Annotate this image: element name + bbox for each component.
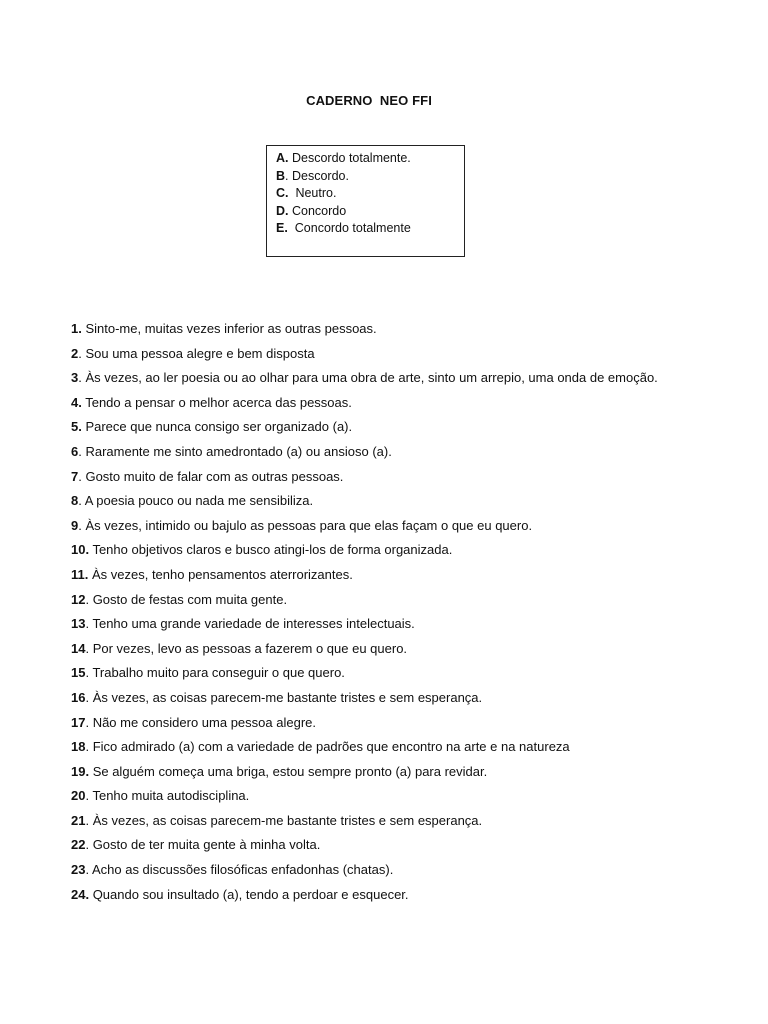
question-item	[71, 784, 711, 809]
question-item	[71, 440, 711, 465]
question-number: 9	[71, 517, 79, 533]
question-number: 7	[71, 468, 79, 484]
question-item	[71, 366, 711, 391]
question-number: 10.	[71, 542, 90, 558]
question-text: . Gosto de ter muita gente à minha volta.	[85, 837, 321, 853]
question-number: 4.	[71, 394, 82, 410]
question-text: Se alguém começa uma briga, estou sempre pronto (a) para revidar.	[89, 763, 488, 779]
question-number: 18	[71, 739, 86, 755]
question-item	[71, 661, 711, 686]
legend-key: B	[276, 168, 286, 183]
legend-option-c	[276, 185, 464, 203]
legend-text: Concordo	[288, 203, 347, 218]
question-item	[71, 514, 711, 539]
question-item	[71, 391, 711, 416]
question-text: Tendo a pensar o melhor acerca das pessoas.	[81, 394, 352, 410]
question-text: . Trabalho muito para conseguir o que quero.	[85, 665, 345, 681]
question-item	[71, 612, 711, 637]
question-number: 16	[71, 689, 86, 705]
question-text: . Às vezes, as coisas parecem-me bastante tristes e sem esperança.	[85, 689, 483, 705]
legend-text: Neutro.	[288, 186, 337, 200]
question-item	[71, 883, 711, 908]
question-item	[71, 686, 711, 711]
answer-legend-box	[266, 145, 465, 257]
question-text: . Às vezes, ao ler poesia ou ao olhar para uma obra de arte, sinto um arrepio, uma onda de emoção.	[78, 370, 658, 386]
question-item	[71, 588, 711, 613]
question-number: 19.	[71, 763, 90, 779]
question-list	[71, 317, 711, 907]
question-item	[71, 858, 711, 883]
question-number: 14	[71, 640, 86, 656]
question-text: Quando sou insultado (a), tendo a perdoar e esquecer.	[89, 886, 409, 902]
question-number: 17	[71, 714, 86, 730]
legend-option-a	[276, 150, 464, 168]
legend-option-b	[276, 168, 464, 186]
legend-key: E.	[276, 221, 288, 235]
legend-text: . Descordo.	[285, 168, 349, 183]
question-number: 12	[71, 591, 86, 607]
question-number: 22	[71, 837, 86, 853]
question-number: 24.	[71, 886, 90, 902]
question-text: Às vezes, tenho pensamentos aterrorizantes.	[88, 566, 353, 582]
question-item	[71, 317, 711, 342]
question-text: . Acho as discussões filosóficas enfadonhas (chatas).	[85, 862, 394, 878]
question-item	[71, 711, 711, 736]
question-text: . Gosto de festas com muita gente.	[85, 591, 288, 607]
legend-text: Descordo totalmente.	[288, 151, 411, 165]
question-item	[71, 637, 711, 662]
question-number: 23	[71, 862, 86, 878]
question-number: 20	[71, 788, 86, 804]
question-text: . Às vezes, intimido ou bajulo as pessoas para que elas façam o que eu quero.	[78, 517, 533, 533]
question-item	[71, 760, 711, 785]
question-text: . Tenho muita autodisciplina.	[85, 788, 250, 804]
question-item	[71, 415, 711, 440]
question-text: . Sou uma pessoa alegre e bem disposta	[78, 345, 315, 361]
legend-key: C.	[276, 186, 289, 200]
question-item	[71, 538, 711, 563]
question-item	[71, 465, 711, 490]
question-item	[71, 563, 711, 588]
question-number: 15	[71, 665, 86, 681]
legend-option-e	[276, 220, 464, 238]
question-number: 1.	[71, 321, 82, 336]
question-text: . Gosto muito de falar com as outras pessoas.	[78, 468, 344, 484]
question-text: Sinto-me, muitas vezes inferior as outras pessoas.	[81, 321, 377, 336]
question-number: 3	[71, 370, 79, 386]
question-number: 13	[71, 616, 86, 632]
legend-key: A.	[276, 151, 289, 165]
question-text: Parece que nunca consigo ser organizado (a).	[81, 419, 353, 435]
question-number: 8	[71, 493, 79, 509]
question-number: 6	[71, 443, 79, 459]
question-number: 11.	[71, 566, 89, 582]
question-text: . Fico admirado (a) com a variedade de padrões que encontro na arte e na natureza	[85, 739, 570, 755]
question-text: Tenho objetivos claros e busco atingi-los de forma organizada.	[89, 542, 453, 558]
legend-text: Concordo totalmente	[287, 221, 411, 235]
legend-key: D.	[276, 203, 289, 218]
question-text: . Tenho uma grande variedade de interesses intelectuais.	[85, 616, 415, 632]
question-text: . A poesia pouco ou nada me sensibiliza.	[78, 493, 314, 509]
question-text: . Não me considero uma pessoa alegre.	[85, 714, 316, 730]
question-item	[71, 342, 711, 367]
question-item	[71, 735, 711, 760]
legend-option-d	[276, 203, 464, 221]
question-number: 21	[71, 812, 86, 828]
question-text: . Por vezes, levo as pessoas a fazerem o que eu quero.	[85, 640, 408, 656]
question-item	[71, 833, 711, 858]
question-text: . Às vezes, as coisas parecem-me bastante tristes e sem esperança.	[85, 812, 483, 828]
question-text: . Raramente me sinto amedrontado (a) ou ansioso (a).	[78, 443, 392, 459]
question-item	[71, 489, 711, 514]
question-number: 2	[71, 345, 79, 361]
question-number: 5.	[71, 419, 82, 435]
question-item	[71, 809, 711, 834]
page-title: CADERNO NEO FFI	[306, 93, 432, 108]
